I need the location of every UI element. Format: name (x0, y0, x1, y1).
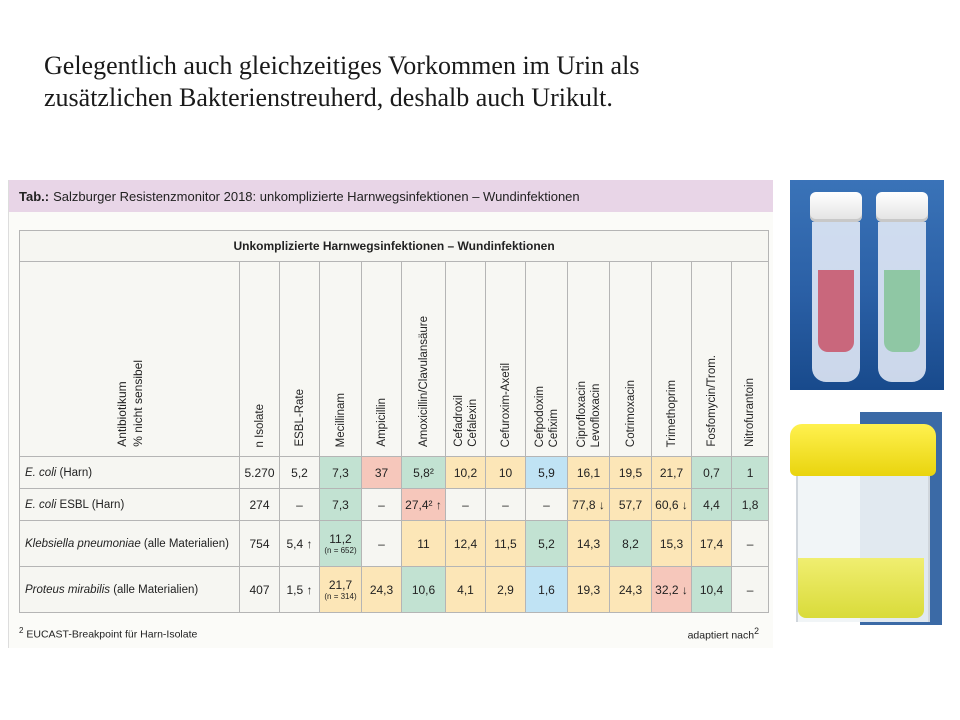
column-header-label: Cefpodoxim (533, 385, 546, 447)
table-caption-prefix: Tab.: (19, 188, 50, 204)
table-cell (568, 457, 610, 489)
table-cell (526, 521, 568, 567)
column-header (610, 262, 652, 457)
column-header-label: Mecillinam (334, 392, 347, 447)
adapted-mark: 2 (754, 626, 759, 636)
table-caption-band (9, 180, 773, 212)
caption-line-2: zusätzlichen Bakterienstreuherd, deshalb auch Urikult. (44, 83, 613, 112)
cell-value: 4,4 (703, 497, 720, 512)
cell-value: – (378, 536, 385, 551)
adapted-text: adaptiert nach (687, 629, 755, 642)
red-liquid-shape (818, 270, 854, 352)
table-cell (732, 521, 769, 567)
table-cell (240, 521, 280, 567)
table-cell (446, 457, 486, 489)
table-cell (732, 489, 769, 521)
table-cell (402, 489, 446, 521)
table-cell (692, 489, 732, 521)
cell-value: 10,6 (411, 582, 436, 597)
column-header-label: Cefuroxim-Axetil (499, 362, 512, 447)
column-header-label: ESBL-Rate (293, 389, 306, 447)
table-cell (402, 521, 446, 567)
table-cell (732, 457, 769, 489)
cell-value: 5.270 (244, 465, 275, 480)
table-cell (526, 457, 568, 489)
column-header-label: Cotrimoxacin (624, 379, 637, 447)
table-cell (692, 457, 732, 489)
column-header-label: Cefadroxil (452, 395, 465, 447)
urine-liquid-shape (798, 558, 924, 618)
cell-value: 57,7 (618, 497, 643, 512)
table-cell (568, 489, 610, 521)
table-cell (280, 457, 320, 489)
table-cell (240, 489, 280, 521)
table-cell (362, 567, 402, 613)
urine-tubes-photo (790, 180, 944, 390)
table-cell (320, 489, 362, 521)
table-cell (362, 457, 402, 489)
cell-value: 407 (249, 582, 270, 597)
column-header (652, 262, 692, 457)
cell-value: 11,2 (329, 532, 352, 546)
column-header (568, 262, 610, 457)
footnote (19, 626, 197, 641)
table-cell (732, 567, 769, 613)
cell-value: 11,5 (494, 536, 517, 551)
table-cell (652, 457, 692, 489)
cell-value: 77,8 ↓ (572, 497, 605, 512)
yellow-lid-shape (790, 424, 936, 476)
table-cell (446, 567, 486, 613)
tube-cap-shape (876, 192, 928, 222)
tube-cap-shape (810, 192, 862, 222)
organism-species: Proteus mirabilis (25, 583, 110, 596)
cell-value: 27,4² ↑ (405, 497, 442, 512)
table-cell (652, 521, 692, 567)
table-cell (402, 457, 446, 489)
cell-value: 5,2 (291, 465, 308, 480)
table-cell (526, 567, 568, 613)
table-row (20, 489, 769, 521)
cell-value: 5,2 (538, 536, 555, 551)
table-cell (610, 567, 652, 613)
column-header-label: n Isolate (253, 403, 266, 447)
green-tube-image (878, 192, 926, 382)
table-row (20, 521, 769, 567)
cell-note: (n = 314) (324, 592, 357, 601)
cell-value: 24,3 (369, 582, 394, 597)
table-cell (652, 567, 692, 613)
cell-value: 5,9 (538, 465, 555, 480)
table-cell (486, 521, 526, 567)
table-cell (526, 489, 568, 521)
cell-value: 14,3 (576, 536, 601, 551)
cell-value: 11 (417, 536, 430, 551)
column-header (280, 262, 320, 457)
cell-value: 7,3 (332, 465, 349, 480)
table-caption-title: Salzburger Resistenzmonitor 2018: unkomplizierte Harnwegsinfektionen – Wundinfektionen (53, 188, 580, 204)
table-cell (402, 567, 446, 613)
cell-note: (n = 652) (324, 546, 357, 555)
cell-value: 1,6 (538, 582, 555, 597)
column-header (240, 262, 280, 457)
table-cell (446, 489, 486, 521)
cell-value: 5,8² (413, 465, 434, 480)
table-cell (692, 521, 732, 567)
table-cell (610, 457, 652, 489)
column-header-label: Levofloxacin (589, 383, 602, 447)
column-header-row (20, 262, 769, 457)
cell-value: 12,4 (453, 536, 478, 551)
cell-value: 10,4 (699, 582, 724, 597)
table-cell (486, 567, 526, 613)
cell-value: 4,1 (457, 582, 474, 597)
resistance-table (19, 230, 769, 613)
organism-species: E. coli (25, 466, 57, 479)
cell-value: – (378, 497, 385, 512)
table-cell (320, 521, 362, 567)
column-header (486, 262, 526, 457)
section-title: Unkomplizierte Harnwegsinfektionen – Wundinfektionen (20, 231, 769, 262)
column-header (320, 262, 362, 457)
cell-value: 16,1 (576, 465, 601, 480)
cell-value: 8,2 (622, 536, 639, 551)
cell-value: – (543, 497, 550, 512)
table-cell (240, 457, 280, 489)
cell-value: 15,3 (659, 536, 684, 551)
column-header-label: Amoxicillin/Clavulansäure (417, 315, 430, 447)
cell-value: – (296, 497, 303, 512)
organism-name (20, 567, 240, 613)
cell-value: 2,9 (497, 582, 514, 597)
table-cell (486, 457, 526, 489)
cell-value: 1 (746, 465, 754, 480)
slide-caption (44, 50, 804, 114)
cell-value: 21,7 (659, 465, 684, 480)
cell-value: 60,6 ↓ (655, 497, 688, 512)
cell-value: 7,3 (332, 497, 349, 512)
organism-species: E. coli (25, 498, 57, 511)
cell-value: 5,4 ↑ (286, 536, 313, 551)
column-header (446, 262, 486, 457)
table-cell (610, 489, 652, 521)
table-row (20, 457, 769, 489)
table-cell (280, 489, 320, 521)
cell-value: 37 (374, 465, 389, 480)
column-header-label: Ampicillin (375, 398, 388, 447)
cell-value: 274 (249, 497, 270, 512)
column-header-label: Trimethoprim (665, 379, 678, 447)
header-line: Antibiotikum (114, 381, 129, 447)
table-cell (362, 489, 402, 521)
table-cell (652, 489, 692, 521)
green-liquid-shape (884, 270, 920, 352)
table-cell (692, 567, 732, 613)
organism-species: Klebsiella pneumoniae (25, 537, 141, 550)
header-antibiotikum (20, 262, 240, 457)
organism-name (20, 489, 240, 521)
resistance-table-panel (8, 180, 773, 648)
table-cell (446, 521, 486, 567)
cell-value: – (462, 497, 469, 512)
organism-material: (Harn) (56, 466, 93, 479)
cell-value: 19,5 (618, 465, 643, 480)
table-cell (568, 521, 610, 567)
cell-value: 10,2 (453, 465, 478, 480)
cell-value: 10 (498, 465, 513, 480)
organism-name (20, 521, 240, 567)
organism-material: (alle Materialien) (110, 583, 199, 596)
table-cell (320, 567, 362, 613)
table-cell (240, 567, 280, 613)
cell-value: 32,2 ↓ (655, 582, 688, 597)
table-body (20, 457, 769, 613)
cell-value: – (502, 497, 509, 512)
table-cell (280, 567, 320, 613)
cell-value: 0,7 (703, 465, 720, 480)
cell-value: 17,4 (699, 536, 724, 551)
table-cell (610, 521, 652, 567)
column-header-label: Nitrofurantoin (744, 377, 757, 447)
organism-name (20, 457, 240, 489)
table-cell (320, 457, 362, 489)
column-header (732, 262, 769, 457)
cell-value: 1,8 (741, 497, 759, 512)
column-header-label: Fosfomycin/Trom. (705, 355, 718, 447)
cell-value: – (746, 536, 754, 551)
table-row (20, 567, 769, 613)
column-header-label: Cefixim (547, 408, 560, 447)
column-header-label: Ciprofloxacin (575, 380, 588, 447)
footnote-text: EUCAST-Breakpoint für Harn-Isolate (26, 628, 198, 641)
cell-value: 24,3 (618, 582, 643, 597)
column-header-label: Cefalexin (466, 399, 479, 447)
organism-material: (alle Materialien) (140, 537, 229, 550)
table-cell (568, 567, 610, 613)
adapted-note (688, 626, 759, 642)
column-header (402, 262, 446, 457)
column-header (362, 262, 402, 457)
cell-value: 754 (249, 536, 270, 551)
column-header (526, 262, 568, 457)
red-tube-image (812, 192, 860, 382)
cell-value: 21,7 (328, 578, 353, 592)
organism-material: ESBL (Harn) (56, 498, 125, 511)
cell-value: – (746, 582, 754, 597)
caption-line-1: Gelegentlich auch gleichzeitiges Vorkommen im Urin als (44, 51, 640, 80)
header-line: % nicht sensibel (130, 360, 145, 447)
cell-value: 19,3 (576, 582, 601, 597)
table-cell (280, 521, 320, 567)
column-header (692, 262, 732, 457)
table-cell (486, 489, 526, 521)
cell-value: 1,5 ↑ (286, 582, 313, 597)
footnote-mark: 2 (19, 626, 24, 635)
urine-cup-photo (790, 412, 942, 625)
table-cell (362, 521, 402, 567)
